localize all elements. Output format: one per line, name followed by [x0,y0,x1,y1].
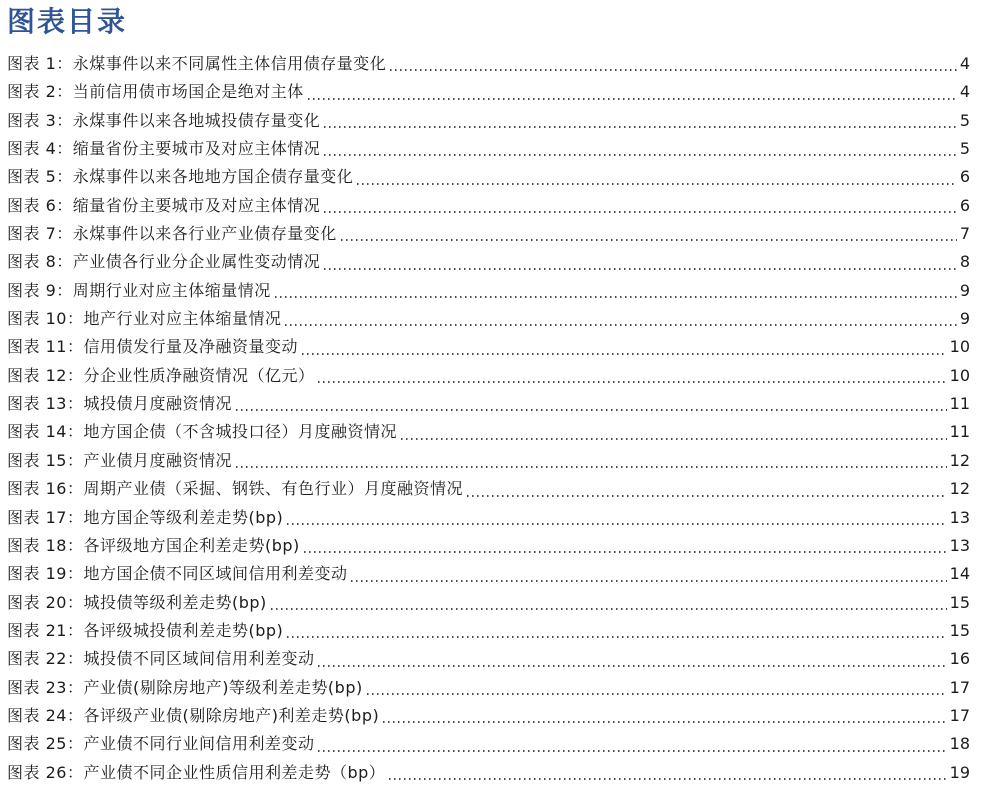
toc-entry-label: 图表 12：分企业性质净融资情况（亿元） [7,365,315,385]
dot-leader [287,523,946,525]
toc-entry-page: 4 [959,54,970,73]
toc-entry-page: 17 [949,705,970,725]
toc-entry-page: 6 [959,195,970,215]
toc-entry-page: 18 [949,734,970,754]
toc-entry-5[interactable] [7,163,970,191]
toc-entry-8[interactable] [7,248,970,276]
toc-entry-page: 4 [959,82,970,102]
toc-entry-17[interactable] [7,504,970,532]
dot-leader [383,721,946,723]
toc-entry-page: 6 [959,167,970,187]
dot-leader [467,495,947,497]
toc-entry-21[interactable] [7,617,970,645]
dot-leader [302,353,947,355]
toc-entry-label: 图表 19：地方国企债不同区域间信用利差变动 [7,564,348,584]
toc-entry-24[interactable] [7,702,970,730]
toc-entry-label: 图表 16：周期产业债（采掘、钢铁、有色行业）月度融资情况 [7,479,463,499]
toc-entry-page: 10 [949,337,970,357]
toc-entry-page: 13 [949,535,970,555]
toc-entry-page: 17 [949,677,970,697]
toc-entry-page: 15 [949,592,970,612]
toc-entry-3[interactable] [7,107,970,135]
toc-entry-9[interactable] [7,277,970,305]
toc-entry-label: 图表 25：产业债不同行业间信用利差变动 [7,734,315,754]
toc-entry-25[interactable] [7,730,970,758]
dot-leader [308,98,957,100]
toc-entry-11[interactable] [7,333,970,361]
dot-leader [324,154,957,156]
toc-entry-label: 图表 26：产业债不同企业性质信用利差走势（bp） [7,762,386,782]
dot-leader [236,409,947,411]
toc-entry-page: 16 [949,649,970,669]
toc-entry-label: 图表 23：产业债(剔除房地产)等级利差走势(bp) [7,677,363,697]
toc-entry-20[interactable] [7,589,970,617]
toc-list [7,50,970,787]
dot-leader [275,296,957,298]
toc-entry-page: 5 [959,110,970,130]
toc-entry-page: 10 [949,365,970,385]
dot-leader [271,608,947,610]
toc-entry-label: 图表 5：永煤事件以来各地地方国企债存量变化 [7,167,354,187]
toc-entry-label: 图表 1：永煤事件以来不同属性主体信用债存量变化 [7,54,387,73]
toc-entry-label: 图表 15：产业债月度融资情况 [7,450,232,470]
toc-entry-label: 图表 20：城投债等级利差走势(bp) [7,592,267,612]
toc-entry-label: 图表 14：地方国企债（不含城投口径）月度融资情况 [7,422,397,442]
toc-entry-page: 12 [949,450,970,470]
toc-entry-label: 图表 9：周期行业对应主体缩量情况 [7,280,271,300]
dot-leader [324,126,957,128]
toc-entry-18[interactable] [7,532,970,560]
page-title: 图表目录 [7,5,128,38]
dot-leader [341,239,957,241]
toc-entry-26[interactable] [7,759,970,787]
dot-leader [390,69,957,71]
toc-entry-page: 19 [949,762,970,782]
toc-entry-label: 图表 17：地方国企等级利差走势(bp) [7,507,284,527]
dot-leader [318,665,946,667]
dot-leader [304,551,947,553]
toc-entry-4[interactable] [7,135,970,163]
toc-entry-6[interactable] [7,192,970,220]
toc-entry-2[interactable] [7,78,970,106]
toc-entry-15[interactable] [7,447,970,475]
toc-entry-16[interactable] [7,475,970,503]
toc-entry-label: 图表 4：缩量省份主要城市及对应主体情况 [7,139,321,159]
toc-entry-label: 图表 18：各评级地方国企利差走势(bp) [7,535,300,555]
toc-entry-13[interactable] [7,390,970,418]
toc-entry-page: 8 [959,252,970,272]
toc-entry-label: 图表 21：各评级城投债利差走势(bp) [7,620,284,640]
toc-entry-label: 图表 10：地产行业对应主体缩量情况 [7,309,282,329]
toc-entry-23[interactable] [7,674,970,702]
toc-entry-label: 图表 8：产业债各行业分企业属性变动情况 [7,252,321,272]
toc-entry-7[interactable] [7,220,970,248]
toc-entry-label: 图表 6：缩量省份主要城市及对应主体情况 [7,195,321,215]
toc-entry-14[interactable] [7,418,970,446]
toc-entry-label: 图表 22：城投债不同区域间信用利差变动 [7,649,315,669]
toc-entry-page: 13 [949,507,970,527]
toc-entry-12[interactable] [7,362,970,390]
dot-leader [357,183,957,185]
toc-entry-label: 图表 7：永煤事件以来各行业产业债存量变化 [7,224,337,244]
dot-leader [318,750,946,752]
toc-entry-1[interactable] [7,50,970,78]
toc-entry-label: 图表 3：永煤事件以来各地城投债存量变化 [7,110,321,130]
toc-entry-page: 5 [959,139,970,159]
toc-entry-page: 11 [949,422,970,442]
toc-entry-label: 图表 2：当前信用债市场国企是绝对主体 [7,82,304,102]
toc-entry-10[interactable] [7,305,970,333]
dot-leader [318,381,946,383]
toc-entry-19[interactable] [7,560,970,588]
dot-leader [401,438,947,440]
dot-leader [285,324,956,326]
dot-leader [324,268,957,270]
dot-leader [287,636,946,638]
toc-entry-page: 11 [949,394,970,414]
toc-entry-page: 7 [959,224,970,244]
toc-entry-page: 12 [949,479,970,499]
dot-leader [389,778,946,780]
toc-entry-label: 图表 13：城投债月度融资情况 [7,394,232,414]
toc-entry-page: 14 [949,564,970,584]
toc-entry-label: 图表 11：信用债发行量及净融资量变动 [7,337,298,357]
toc-entry-page: 9 [959,309,970,329]
dot-leader [324,211,957,213]
toc-entry-page: 9 [959,280,970,300]
toc-entry-22[interactable] [7,645,970,673]
toc-entry-label: 图表 24：各评级产业债(剔除房地产)利差走势(bp) [7,705,380,725]
dot-leader [236,466,947,468]
dot-leader [351,580,946,582]
dot-leader [367,693,947,695]
toc-entry-page: 15 [949,620,970,640]
